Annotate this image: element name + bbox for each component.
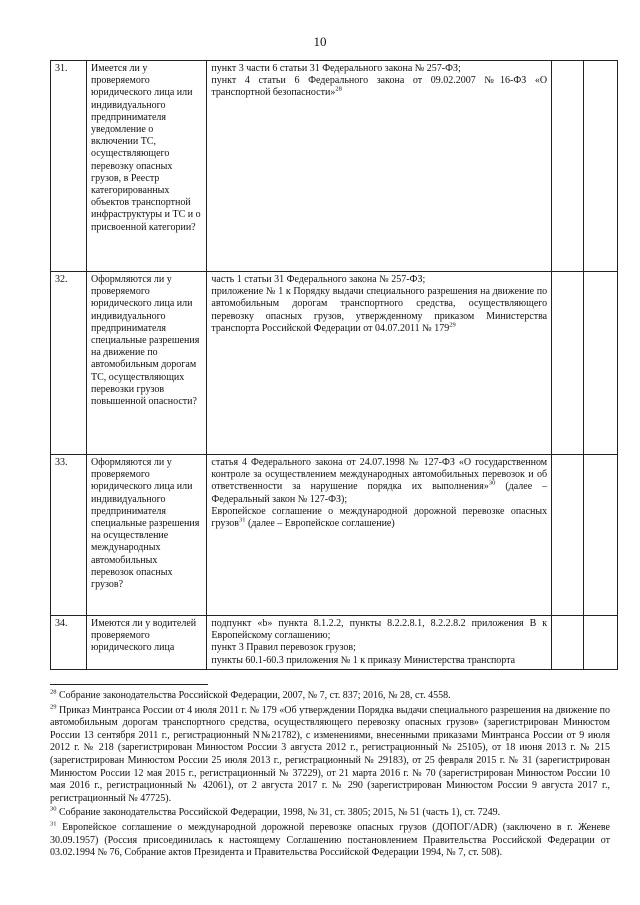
legal-basis-cell (207, 616, 552, 670)
footnote-reference: 29 (449, 321, 456, 329)
legal-basis-cell (207, 61, 552, 272)
footnote-item (50, 690, 610, 703)
row-number: 32. (51, 272, 87, 455)
footnote-item (50, 822, 610, 860)
legal-basis-text: приложение № 1 к Порядку выдачи специального разрешения на движение по автомобильным дорогам транспортного средства, осуществляющего перевозку опасных грузов, утвержденному приказом Министерства транспорта Российской Федерации от 04.07.2011 № 179 (211, 286, 548, 334)
answer-cell (552, 272, 584, 455)
footnote-text: Европейское соглашение о международной дорожной перевозке опасных грузов (ДОПОГ/ADR) (заключено в г. Женеве 30.09.1957) (Россия присоединилась к настоящему Соглашению постановлением Правительства Российской Федерации от 03.02.1994 № 76, Собрание актов Президента и Правительства Российской Федерации 1994, № 7, ст. 508). (50, 821, 610, 859)
footnote-text: Собрание законодательства Российской Федерации, 2007, № 7, ст. 837; 2016, № 28, ст. 4558. (59, 690, 451, 701)
footnote-number: 28 (50, 688, 57, 696)
table-row (51, 616, 618, 670)
legal-basis-line (211, 457, 547, 506)
legal-basis-text: Европейское соглашение о международной дорожной перевозке опасных грузов (211, 505, 548, 530)
legal-basis-text: пункт 3 Правил перевозок грузов; (211, 642, 356, 654)
checklist-table-body (51, 61, 618, 670)
footnote-item (50, 807, 610, 820)
table-row (51, 455, 618, 616)
legal-basis-cell (207, 455, 552, 616)
footnote-reference: 30 (488, 480, 496, 488)
note-cell (584, 61, 618, 272)
note-cell (584, 616, 618, 670)
footnote-text: Собрание законодательства Российской Федерации, 1998, № 31, ст. 3805; 2015, № 51 (часть 1), ст. 7249. (59, 807, 501, 819)
footnote-reference: 28 (335, 86, 342, 94)
legal-basis-text: пункт 3 части 6 статьи 31 Федерального закона № 257-ФЗ; (211, 63, 461, 74)
answer-cell (552, 455, 584, 616)
legal-basis-line (211, 655, 547, 667)
answer-cell (552, 616, 584, 670)
legal-basis-line (211, 286, 547, 335)
legal-basis-text: часть 1 статьи 31 Федерального закона № 257-ФЗ; (211, 274, 426, 285)
legal-basis-text: пункты 60.1-60.3 приложения № 1 к приказу Министерства транспорта (211, 654, 516, 666)
legal-basis-line (211, 63, 547, 75)
legal-basis-text: подпункт «b» пункта 8.1.2.2, пункты 8.2.2.8.1, 8.2.2.8.2 приложения В к Европейскому соглашению; (211, 618, 548, 642)
legal-basis-text: статья 4 Федерального закона от 24.07.1998 № 127-ФЗ «О государственном контроле за осуществлением международных автомобильных перевозок и об ответственности за нарушение порядка их выполнения» (211, 457, 548, 493)
requirement-question: Имеются ли у водителей проверяемого юридического лица (87, 616, 207, 670)
note-cell (584, 272, 618, 455)
footnote-number: 31 (50, 820, 57, 828)
row-number: 33. (51, 455, 87, 616)
footnote-number: 30 (50, 806, 57, 814)
requirement-question: Оформляются ли у проверяемого юридического лица или индивидуального предпринимателя специальные разрешения на движение по автомобильным дорогам ТС, осуществляющих перевозки грузов повышенной опасности? (87, 272, 207, 455)
legal-basis-text-continuation: (далее – Федеральный закон № 127-ФЗ); (211, 481, 548, 505)
table-row (51, 61, 618, 272)
table-row (51, 272, 618, 455)
requirement-question: Оформляются ли у проверяемого юридического лица или индивидуального предпринимателя специальные разрешения на осуществление международных автомобильных перевозок опасных грузов? (87, 455, 207, 616)
footnotes-section (50, 690, 610, 862)
legal-basis-line (211, 274, 547, 286)
row-number: 31. (51, 61, 87, 272)
footnote-text: Приказ Минтранса России от 4 июля 2011 г. № 179 «Об утверждении Порядка выдачи специального разрешения на движение по автомобильным дорогам транспортного средства, осуществляющего перевозку опасных грузов» (зарегистрирован Минюстом России 13 сентября 2011 г., регистрационный N№21782), с изменениями, внесенными приказами Минтранса России от 9 июля 2012 г. № 218 (зарегистрирован Минюстом России 3 августа 2012 г., регистрационный № 25105), от 18 июня 2013 г. № 215 (зарегистрирован Минюстом России 25 июля 2013 г., регистрационный № 29183), от 25 февраля 2015 г. № 31 (зарегистрирован Минюстом России 12 мая 2015 г., регистрационный № 37229), от 21 марта 2016 г. № 70 (зарегистрирован Минюстом России 10 мая 2016 г., регистрационный № 42061), от 2 августа 2017 г. № 290 (зарегистрирован Минюстом России 9 августа 2017 г., регистрационный № 47725). (50, 704, 610, 804)
requirement-question: Имеется ли у проверяемого юридического лица или индивидуального предпринимателя уведомление о включении ТС, осуществляющего перевозку опасных грузов, в Реестр категорированных объектов транспортной инфраструктуры и ТС и о присвоенной категории? (87, 61, 207, 272)
footnote-reference: 31 (239, 516, 246, 524)
legal-basis-text-continuation: (далее – Европейское соглашение) (245, 518, 395, 530)
legal-basis-line (211, 618, 547, 642)
legal-basis-line (211, 75, 547, 99)
legal-basis-cell (207, 272, 552, 455)
legal-basis-line (211, 642, 547, 654)
row-number: 34. (51, 616, 87, 670)
note-cell (584, 455, 618, 616)
footnote-divider (50, 684, 208, 685)
footnote-number: 29 (50, 703, 57, 711)
legal-basis-line (211, 506, 547, 530)
answer-cell (552, 61, 584, 272)
page-number: 10 (313, 34, 327, 49)
checklist-table (50, 60, 618, 670)
footnote-item (50, 705, 610, 806)
legal-basis-text: пункт 4 статьи 6 Федерального закона от 09.02.2007 №16-ФЗ «О транспортной безопасности» (211, 75, 548, 99)
